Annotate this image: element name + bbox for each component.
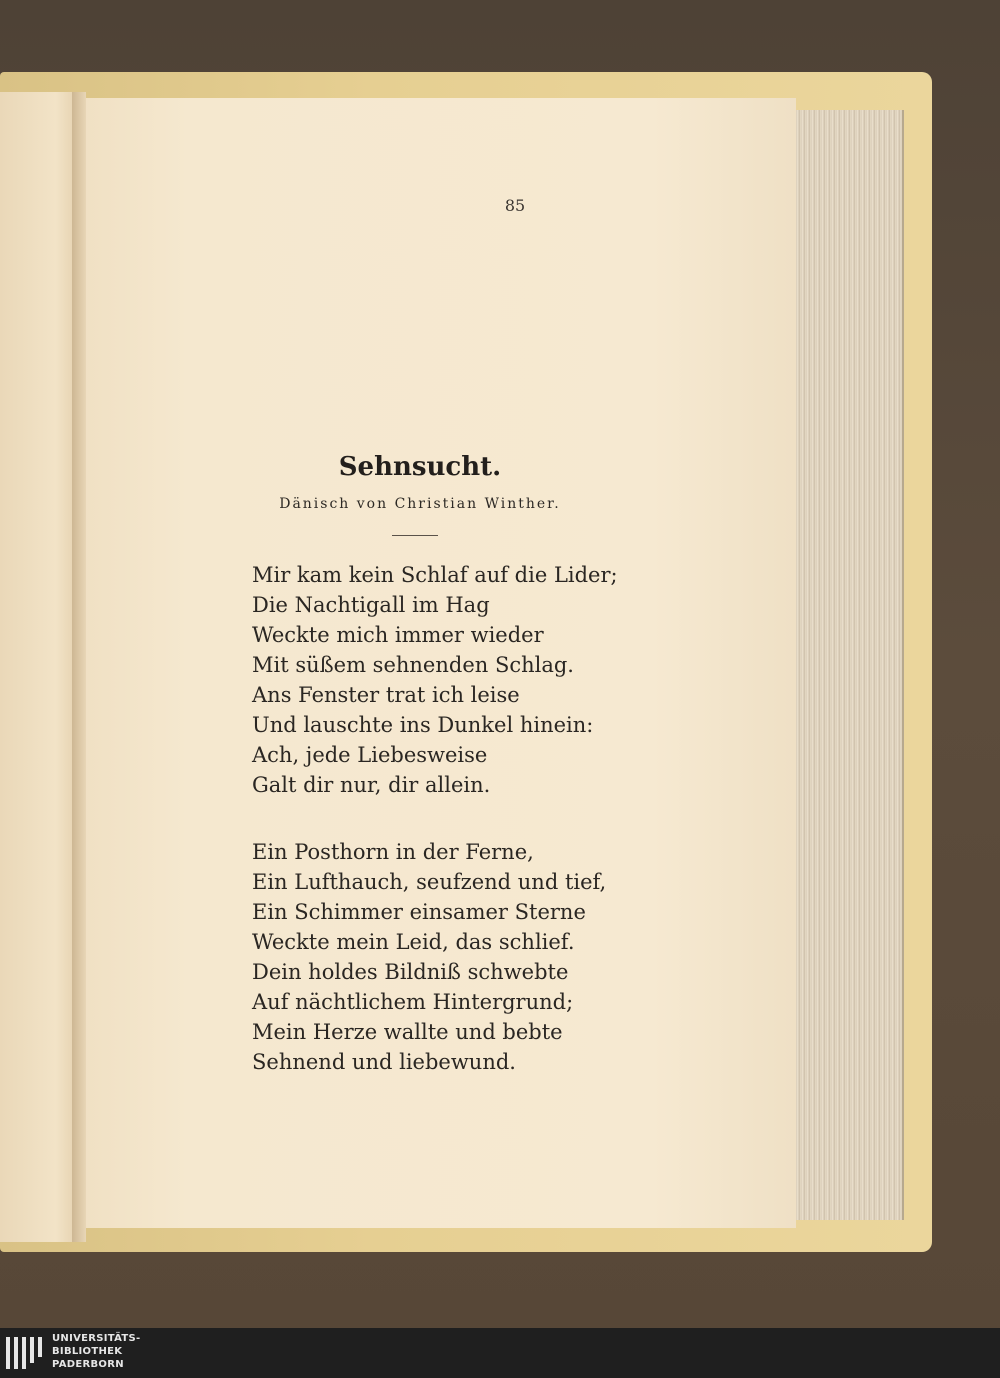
poem-line: Ein Posthorn in der Ferne, — [252, 840, 534, 864]
poem-line: Mein Herze wallte und bebte — [252, 1020, 563, 1044]
poem-line: Die Nachtigall im Hag — [252, 593, 490, 617]
poem-title: Sehnsucht. — [338, 452, 502, 482]
poem-line: Ans Fenster trat ich leise — [252, 683, 520, 707]
poem-line: Mir kam kein Schlaf auf die Lider; — [252, 563, 618, 587]
stanza-1 — [252, 560, 652, 800]
footer-band — [0, 1328, 1000, 1378]
page-number: 85 — [504, 196, 526, 215]
page-edges — [796, 110, 904, 1220]
library-logo-icon — [4, 1333, 44, 1373]
poem-line: Sehnend und liebewund. — [252, 1050, 516, 1074]
poem-line: Ein Lufthauch, seufzend und tief, — [252, 870, 607, 894]
poem-line: Weckte mein Leid, das schlief. — [252, 930, 575, 954]
poem-line: Und lauschte ins Dunkel hinein: — [252, 713, 594, 737]
left-page — [0, 92, 80, 1242]
library-name-line: PADERBORN — [52, 1359, 124, 1370]
poem-line: Auf nächtlichem Hintergrund; — [252, 990, 574, 1014]
library-name-line: UNIVERSITÄTS- — [52, 1333, 141, 1344]
book-gutter — [72, 92, 86, 1242]
poem-line: Galt dir nur, dir allein. — [252, 773, 491, 797]
library-name — [52, 1332, 141, 1371]
title-divider — [392, 535, 438, 536]
poem-line: Mit süßem sehnenden Schlag. — [252, 653, 574, 677]
stanza-2 — [252, 837, 652, 1077]
poem-line: Dein holdes Bildniß schwebte — [252, 960, 569, 984]
poem-line: Ach, jede Liebesweise — [252, 743, 488, 767]
poem-subtitle: Dänisch von Christian Winther. — [279, 496, 561, 512]
library-name-line: BIBLIOTHEK — [52, 1346, 123, 1357]
poem-line: Ein Schimmer einsamer Sterne — [252, 900, 586, 924]
poem-line: Weckte mich immer wieder — [252, 623, 544, 647]
